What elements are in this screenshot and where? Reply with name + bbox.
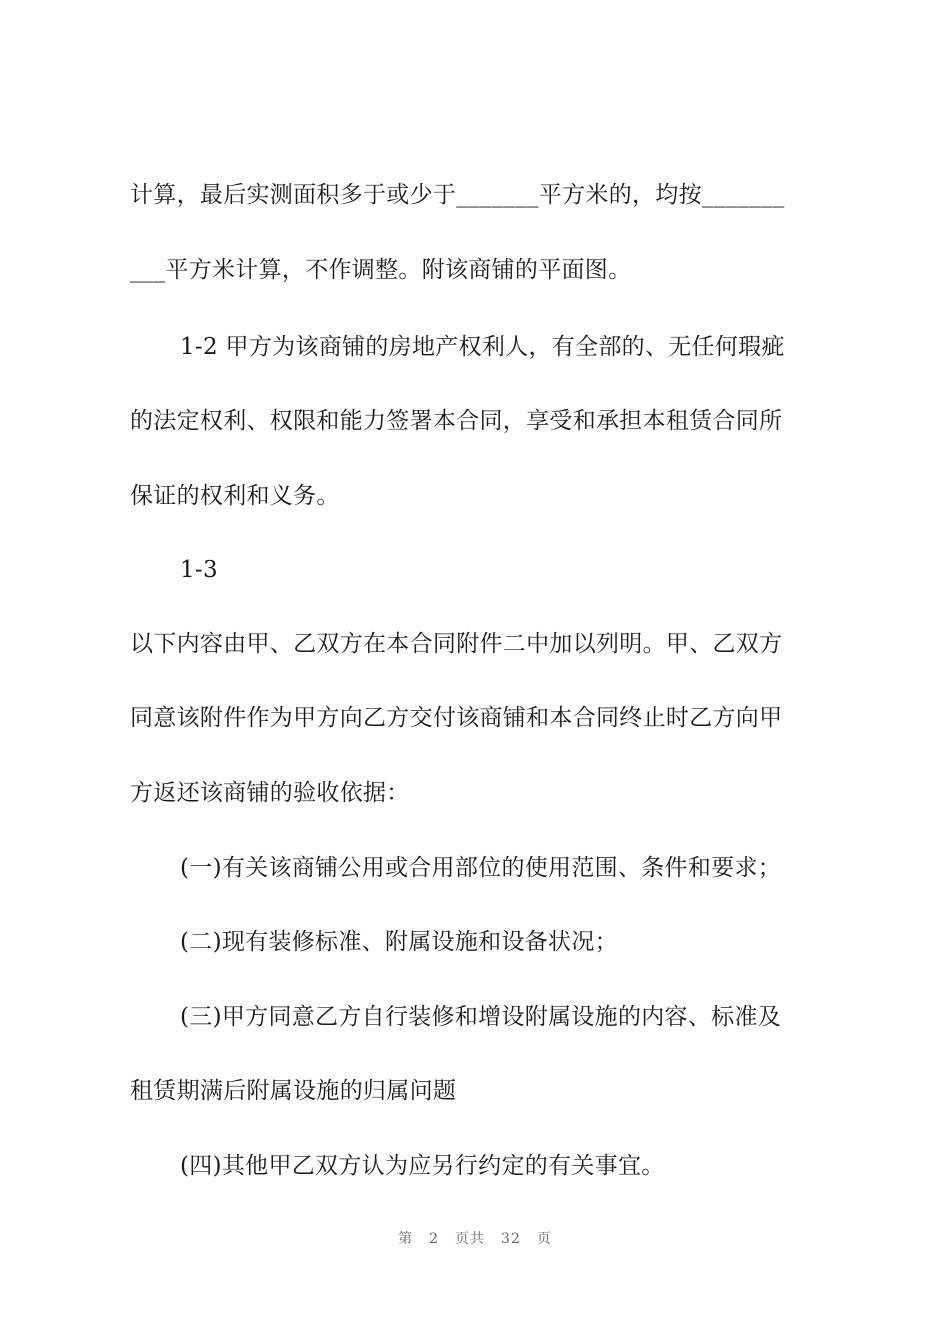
paragraph-line: 租赁期满后附属设施的归属问题 [130, 1078, 457, 1104]
paragraph-line: 方返还该商铺的验收依据： [130, 780, 410, 806]
page-footer [0, 1228, 950, 1248]
paragraph-line: 同意该附件作为甲方向乙方交付该商铺和本合同终止时乙方向甲 [130, 705, 783, 731]
footer-suffix: 页 [536, 1231, 552, 1247]
paragraph-line: ___平方米计算，不作调整。附该商铺的平面图。 [130, 257, 632, 283]
footer-middle: 页共 [455, 1231, 486, 1247]
paragraph-line: 1-2 甲方为该商铺的房地产权利人，有全部的、无任何瑕疵 [180, 334, 785, 360]
list-item: (二)现有装修标准、附属设施和设备状况； [180, 929, 618, 955]
paragraph-line: 1-3 [180, 557, 218, 583]
list-item: (三)甲方同意乙方自行装修和增设附属设施的内容、标准及 [180, 1004, 782, 1030]
paragraph-line: 保证的权利和义务。 [130, 483, 340, 509]
list-item: (一)有关该商铺公用或合用部位的使用范围、条件和要求； [180, 855, 782, 881]
list-item: (四)其他甲乙双方认为应另行约定的有关事宜。 [180, 1153, 665, 1179]
footer-page-number: 2 [429, 1231, 440, 1247]
paragraph-line: 计算，最后实测面积多于或少于_______平方米的，均按_______ [130, 182, 785, 208]
footer-prefix: 第 [398, 1231, 414, 1247]
footer-total-pages: 32 [501, 1231, 521, 1247]
paragraph-line: 以下内容由甲、乙双方在本合同附件二中加以列明。甲、乙双方 [130, 631, 783, 657]
paragraph-line: 的法定权利、权限和能力签署本合同，享受和承担本租赁合同所 [130, 408, 783, 434]
